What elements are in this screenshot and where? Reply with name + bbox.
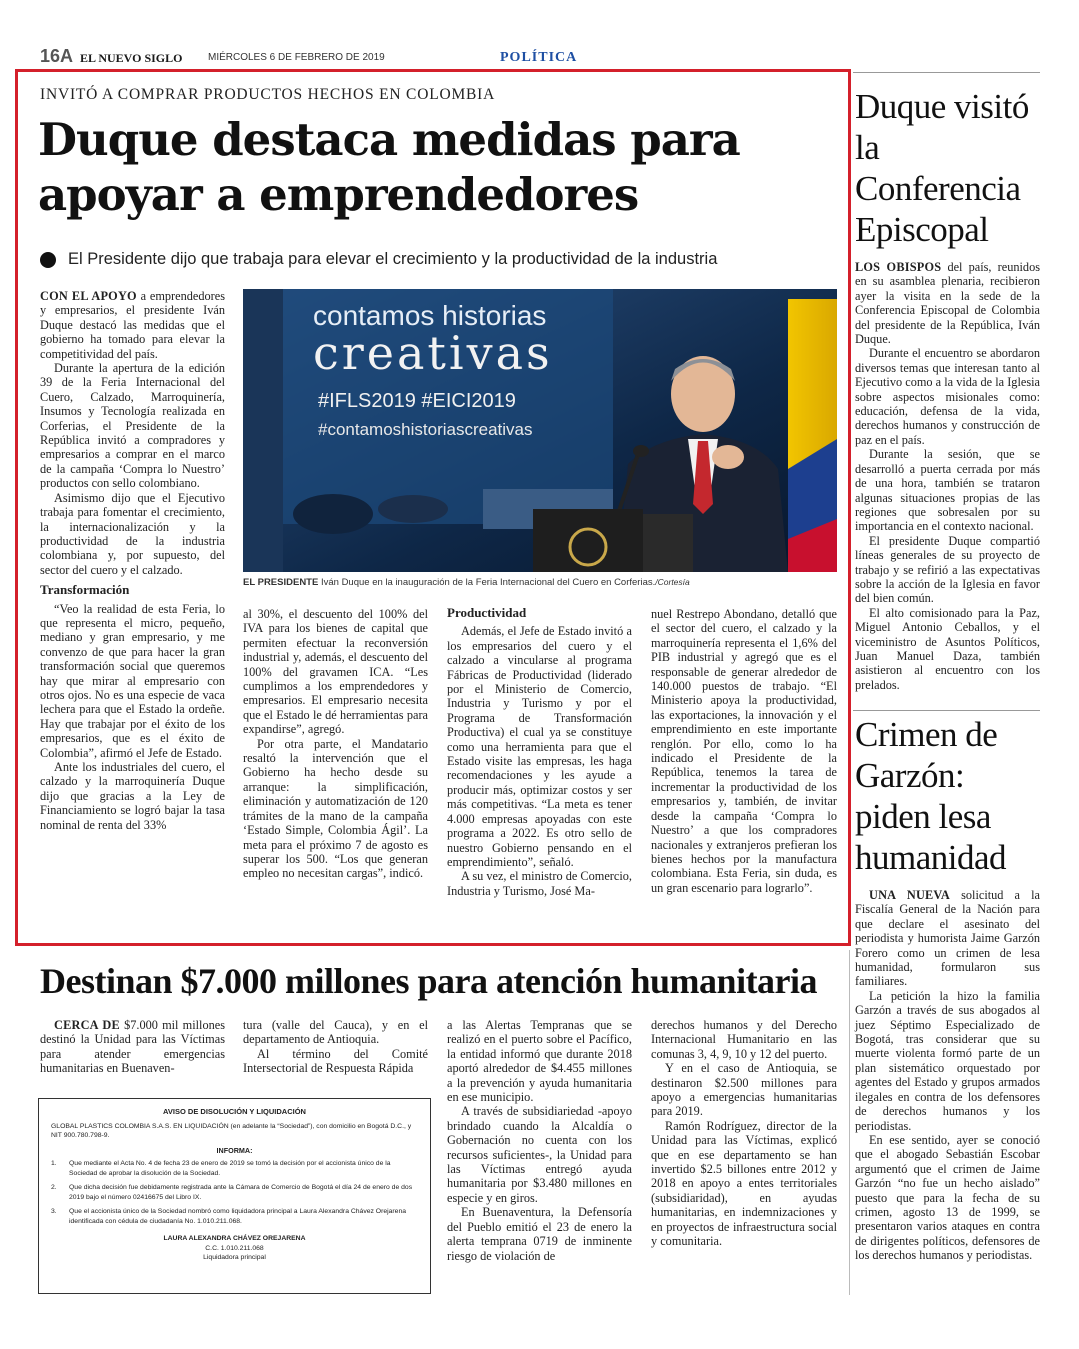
item-number: 3. (51, 1208, 57, 1215)
list-item (51, 1159, 418, 1178)
lead-in: LOS OBISPOS (855, 260, 942, 274)
page-number: 16A (40, 46, 74, 66)
notice-signer-role: Liquidadora principal (203, 1254, 266, 1261)
side-story-garzon (855, 714, 1040, 1263)
paragraph: tura (valle del Cauca), y en el departamento de Antioquia. (243, 1018, 428, 1047)
main-deck-text: El Presidente dijo que trabaja para elevar el crecimiento y la productividad de la industria (68, 250, 718, 268)
paragraph: Asimismo dijo que el Ejecutivo trabaja para fomentar el crecimiento, la internacionalización y la productividad de la industria colombiana y, por supuesto, del sector del cuero y el calzado. (40, 490, 225, 577)
lead-in: UNA NUEVA (869, 888, 950, 902)
lead-in: CON EL APOYO (40, 289, 137, 303)
paragraph: Durante la apertura de la edición 39 de la Feria Internacional del Cuero, Calzado, Marroquinería, Insumos y Tecnología realizada en Corferias, el Presidente de la República invitó a compradores y empresarios a comprar en el marco de la campaña ‘Compra lo Nuestro’ productos con sello colombiano. (40, 361, 225, 491)
item-number: 1. (51, 1160, 57, 1167)
photo-illustration (243, 289, 837, 572)
main-column-2 (243, 607, 428, 881)
caption-credit: /Cortesía (655, 577, 690, 587)
bullet-icon (40, 252, 56, 268)
lead-in: CERCA DE (54, 1018, 120, 1032)
paragraph: Ante los industriales del cuero, el calzado y la marroquinería Duque dijo que gracias a la Ley de Financiamiento se logró bajar la tasa nominal de renta del 33% (40, 760, 225, 832)
paragraph: La petición la hizo la familia Garzón a través de sus abogados al juez Séptimo Especializado de Bogotá, tras considerar que su muerte violenta formó parte de un plan sistemático orquestado por agentes del Estado y grupos armados ilegales en contra de los defensores de derechos humanos y los periodistas. (855, 988, 1040, 1133)
bottom-column-2 (243, 1018, 428, 1076)
paragraph: Además, el Jefe de Estado invitó a los empresarios del cuero y el calzado a vincularse al programa Fábricas de Productividad (liderado por el Ministerio de Comercio, Industria y Turismo y por el Programa de Transformación Productiva) el cual ya se constituye como una herramienta para que el Estado visite las empresas, les haga recomendaciones y les ayude a producir más, optimizar costos y ser más competitivas. “La meta es tener 4.000 empresas apoyadas con este programa a 2022. Es otro sello de nuestro Gobierno pensando en el emprendimiento”, señaló. (447, 624, 632, 869)
paragraph: Y en el caso de Antioquia, se destinaron $2.500 millones para apoyo a emergencias humanitarias para 2019. (651, 1061, 837, 1119)
paragraph: a las Alertas Tempranas que se realizó en el puerto sobre el Pacífico, la entidad informó que durante 2018 aportó alrededor de $4.455 millones a la prevención y ayuda humanitaria en ese municipio. (447, 1018, 632, 1105)
paragraph: En ese sentido, ayer se conoció que el abogado Sebastián Escobar argumentó que el crimen de Jaime Garzón “no fue un hecho aislado” puesto que para la fecha de su crimen, agosto 13 de 1999, se presentaron varios ataques en contra de dirigentes políticos, defensores de los derechos humanos y periodistas. (855, 1132, 1040, 1263)
header-rule (853, 72, 1040, 73)
issue-date: MIÉRCOLES 6 DE FEBRERO DE 2019 (208, 52, 385, 63)
subhead-productividad: Productividad (447, 605, 527, 620)
main-column-4 (651, 607, 837, 895)
paragraph: Ramón Rodríguez, director de la Unidad para las Víctimas, explicó que en ese departamento se han invertido $2.5 billones entre 2012 y 2018 en apoyo a entes territoriales (subsidiaridad), en ayudas humanitarias, en indemnizaciones y en proyectos de infraestructura social y comunitaria. (651, 1118, 837, 1249)
item-text: Que el accionista único de la Sociedad nombró como liquidadora principal a Laura Alexandra Chávez Orejarena identificada con cédula de ciudadanía No. 1.010.211.068. (69, 1208, 407, 1225)
paragraph: a emprendedores y empresarios, el presidente Iván Duque destacó las medidas que el gobierno ha tomado para elevar la competitividad del país. (40, 289, 225, 361)
caption-lead: EL PRESIDENTE (243, 577, 319, 588)
main-photo (243, 289, 837, 572)
subhead-transformacion: Transformación (40, 582, 130, 598)
paragraph: El alto comisionado para la Paz, Miguel Antonio Ceballos, y el viceministro de Asuntos Políticos, Juan Manuel Daza, también asistieron al encuentro con los prelados. (855, 605, 1040, 692)
paragraph: El presidente Duque compartió líneas generales de su proyecto de trabajo y se refirió a las expectativas sobre la acción de la Iglesia en favor del bien común. (855, 533, 1040, 606)
notice-list (51, 1159, 418, 1226)
photo-text-2: creativas (313, 326, 553, 380)
paragraph: al 30%, el descuento del 100% del IVA para los bienes de capital que permiten efectuar la reconversión industrial y, además, el descuento del 100% del gravamen ICA. “Les cumplimos a los emprendedores y empresarios. El empresario necesita que el Estado le dé herramientas para expandirse”, agregó. (243, 607, 428, 737)
side-story-2-title: Crimen de Garzón: piden lesa humanidad (855, 715, 1007, 877)
photo-caption (243, 577, 837, 588)
column-divider (849, 950, 850, 1295)
bottom-column-4 (651, 1018, 837, 1249)
paragraph: En Buenaventura, la Defensoría del Pueblo emitió el 23 de enero la alerta temprana 0719 de inminente riesgo de violación de (447, 1205, 632, 1263)
notice-signer-id: C.C. 1.010.211.068 (205, 1244, 264, 1252)
newspaper-name: EL NUEVO SIGLO (80, 51, 183, 65)
photo-text-3: #IFLS2019 #EICI2019 (318, 390, 516, 412)
paragraph: A través de subsidiariedad -apoyo brindado cuando la Alcaldía o Gobernación no cuenta con los recursos suficientes-, la Unidad para las Víctimas entregó ayuda humanitaria por $3.480 millones en especie y en giros. (447, 1104, 632, 1205)
photo-text-4: #contamoshistoriascreativas (318, 420, 533, 439)
photo-text-1: contamos historias (313, 300, 547, 331)
main-headline: Duque destaca medidas para apoyar a emprendedores (38, 113, 740, 221)
notice-info-label: INFORMA: (216, 1145, 253, 1155)
notice-title: AVISO DE DISOLUCIÓN Y LIQUIDACIÓN (163, 1107, 306, 1116)
paragraph: Por otra parte, el Mandatario resaltó la intervención que el Gobierno ha hecho desde su arranque: la simplificación, eliminación y automatización de 120 trámites de la mano de la campaña ‘Estado Simple, Colombia Ágil’. La meta para el próximo 7 de agosto es superar los 500. “Los que generan empleo no necesitan cargas”, indicó. (243, 736, 428, 881)
bottom-column-3 (447, 1018, 632, 1263)
paragraph: “Veo la realidad de esta Feria, lo que representa el micro, pequeño, mediano y gran empresario, y me convenzo de que para hacer la gran transformación social que queremos hay que mirar al empresario con otros ojos. No es una especie de vaca lechera para que el Estado la ordeñe. Hay que trabajar por el éxito de los empresarios, que es el éxito de Colombia”, afirmó el Jefe de Estado. (40, 601, 225, 760)
caption-text: Iván Duque en la inauguración de la Feria Internacional del Cuero en Corferias. (318, 577, 656, 588)
main-column-3 (447, 602, 632, 898)
paragraph: derechos humanos y del Derecho Internacional Humanitario en las comunas 3, 4, 9, 10 y 12 del puerto. (651, 1018, 837, 1061)
side-divider (853, 710, 1040, 711)
main-column-1 (40, 289, 225, 832)
paragraph: A su vez, el ministro de Comercio, Industria y Turismo, José Ma- (447, 869, 632, 898)
bottom-headline: Destinan $7.000 millones para atención humanitaria (40, 961, 818, 1001)
list-item (51, 1183, 418, 1202)
notice-intro: GLOBAL PLASTICS COLOMBIA S.A.S. EN LIQUIDACIÓN (en adelante la “Sociedad”), con domicilio en Bogotá D.C., y NIT 900.780.798-9. (51, 1122, 412, 1139)
list-item (51, 1207, 418, 1226)
paragraph: del país, reunidos en su asamblea plenaria, recibieron ayer la visita en la sede de la Conferencia Episcopal de Colombia del presidente de la República, Iván Duque. (855, 260, 1041, 347)
item-text: Que mediante el Acta No. 4 de fecha 23 de enero de 2019 se tomó la decisión por el accionista único de la Sociedad de aprobar la disolución de la Sociedad. (69, 1160, 391, 1177)
paragraph: Durante el encuentro se abordaron diversos temas que interesan tanto al Ejecutivo como a la vida de la Iglesia sobre aspectos misionales como: educación, defensa de la vida, derechos humanos y construcción de paz en el país. (855, 346, 1040, 447)
page-header (40, 46, 1040, 68)
paragraph: Al término del Comité Intersectorial de Respuesta Rápida (243, 1046, 428, 1076)
paragraph: nuel Restrepo Abondano, detalló que el sector del cuero, el calzado y la marroquinería representa el 1,6% del PIB industrial y agregó que es el responsable de generar alrededor de 140.000 puestos de trabajo. “El Ministerio apoya la productividad, las exportaciones, la innovación y el emprendimiento en este importante renglón. Por ello, como lo ha indicado el Presidente de la República, tenemos la tarea de incrementar la productividad de los empresarios y, también, de invitar desde la campaña ‘Compra lo Nuestro’ a que los compradores nacionales y extranjeros prefieran los bienes hechos por la manufactura colombiana. Esta Feria, sin duda, es un gran escenario para lograrlo”. (651, 607, 837, 895)
item-text: Que dicha decisión fue debidamente registrada ante la Cámara de Comercio de Bogotá el día 24 de enero de dos 2019 bajo el número 02416675 del Libro IX. (69, 1184, 413, 1201)
section-name: POLÍTICA (500, 50, 578, 65)
legal-notice (38, 1098, 431, 1294)
item-number: 2. (51, 1184, 57, 1191)
paragraph: Durante la sesión, que se desarrolló a puerta cerrada por más de una hora, también se trataron algunas situaciones propias de las regiones que sobresalen por su importancia en el contexto nacional. (855, 447, 1040, 534)
paragraph: solicitud a la Fiscalía General de la Nación para que declare el asesinato del periodista y humorista Jaime Garzón Forero como un crimen de lesa humanidad, formularon sus familiares. (855, 888, 1040, 989)
notice-signer: LAURA ALEXANDRA CHÁVEZ OREJARENA (163, 1235, 306, 1242)
main-deck (40, 250, 840, 269)
side-story-episcopal (855, 86, 1040, 692)
main-kicker: INVITÓ A COMPRAR PRODUCTOS HECHOS EN COLOMBIA (40, 86, 496, 103)
paragraph: $7.000 mil millones destinó la Unidad para las Víctimas para atender emergencias humanitarias en Buenaven- (40, 1018, 225, 1076)
side-story-1-title: Duque visitó la Conferencia Episcopal (855, 87, 1029, 249)
bottom-column-1 (40, 1018, 225, 1076)
